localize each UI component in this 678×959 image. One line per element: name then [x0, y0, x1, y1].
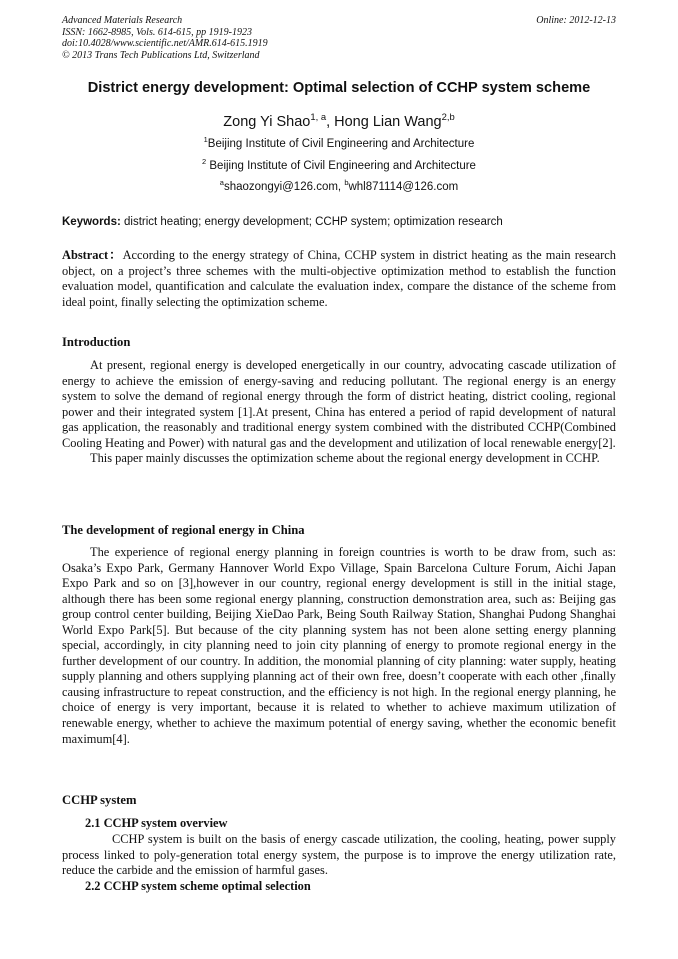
author-2-sup: 2,b	[441, 111, 455, 123]
introduction-body	[62, 358, 616, 467]
cchp-overview-paragraph: CCHP system is built on the basis of energy cascade utilization, the cooling, heating, power supply process linked to poly-generation total energy system, the purpose is to improve the energy utilization rate, reduce the carbide and the emission of harmful gases.	[62, 832, 616, 878]
abstract-text: According to the energy strategy of China, CCHP system in district heating as the main research object, on a project’s three schemes with the multi-objective optimization method to establish the function evaluation model, quantification and calculate the evaluation index, compare the distance of the scheme from ideal point, finally selecting the optimization scheme.	[62, 248, 616, 309]
journal-name: Advanced Materials Research	[62, 15, 183, 26]
author-line	[40, 111, 638, 130]
issn-line: ISSN: 1662-8985, Vols. 614-615, pp 1919-1923	[62, 26, 252, 38]
journal-header	[62, 15, 616, 61]
copyright-line: © 2013 Trans Tech Publications Ltd, Switzerland	[62, 49, 260, 61]
affiliation-2-sup: 2	[202, 157, 207, 167]
email-a-sup: a	[219, 178, 224, 188]
cchp-overview-body	[62, 832, 616, 879]
section-heading-development: The development of regional energy in China	[62, 523, 305, 537]
development-body	[62, 545, 616, 747]
email-b[interactable]: whl871114@126.com	[348, 181, 459, 193]
abstract	[62, 248, 616, 310]
keywords-text: district heating; energy development; CCHP system; optimization research	[120, 216, 503, 228]
subsection-heading-2-1: 2.1 CCHP system overview	[85, 816, 228, 830]
author-1-sup: 1, a	[310, 111, 327, 123]
email-b-sup: b	[344, 178, 349, 188]
author-1-name: Zong Yi Shao	[223, 114, 311, 130]
paper-title: District energy development: Optimal selection of CCHP system scheme	[87, 80, 591, 96]
development-paragraph-1: The experience of regional energy planning in foreign countries is worth to be draw from, such as: Osaka’s Expo Park, Germany Hannover World Expo Village, Spain Barcelona Culture Forum, Aichi Japan Expo Park and so on [3],however in our country, regional energy development is still in the initial stage, although there has been some regional energy planning, construction demonstration area, such as: Beijing gas group control center building, Beijing XieDao Park, Being South Railway Station, Shanghai Pudong Shanghai World Expo Park[5]. But because of the city planning system has not been alone setting energy planning special, accordingly, in city planning need to join city planning of energy to promote regional energy in the further development of our country. In addition, the monomial planning of city planning: water supply, heating supply planning and others supplying planning act of their own free, doesn’t cooperate with each other ,finally causing infrastructure to repeat construction, and the efficiency is not high. In the regional energy planning, he choice of energy is very important, because it is related to whether to achieve maximum utilization of renewable energy, whether to achieve the maximum potential of energy saving, whether the economic benefit maximum[4].	[62, 545, 616, 746]
email-a[interactable]: shaozongyi@126.com,	[223, 181, 345, 193]
keywords-label: Keywords:	[62, 216, 121, 228]
email-line	[40, 178, 638, 193]
affiliation-1	[40, 135, 638, 150]
introduction-paragraph-2: This paper mainly discusses the optimization scheme about the regional energy development in CCHP.	[90, 451, 600, 466]
keywords	[62, 216, 616, 228]
online-date: Online: 2012-12-13	[536, 15, 616, 26]
abstract-label: Abstract：	[62, 248, 123, 262]
subsection-heading-2-2: 2.2 CCHP system scheme optimal selection	[85, 879, 311, 893]
section-heading-cchp: CCHP system	[62, 793, 137, 807]
affiliation-2-text: Beijing Institute of Civil Engineering and Architecture	[206, 160, 476, 172]
section-heading-introduction: Introduction	[62, 335, 131, 349]
affiliation-1-text: Beijing Institute of Civil Engineering and Architecture	[207, 138, 475, 150]
introduction-paragraph-1: At present, regional energy is developed energetically in our country, advocating cascade utilization of energy to achieve the emission of energy-saving and reducing pollutant. The regional energy is an energy system to solve the demand of regional energy through the form of district heating, district cooling, regional power and their integrated system [1].At present, China has entered a period of rapid development of natural gas application, the reasonably and traditional energy system combined with the distributed CCHP(Combined Cooling Heating and Power) with natural gas and the development and utilization of local renewable energy[2].	[62, 358, 616, 450]
affiliation-2	[40, 157, 638, 172]
author-2-name: Hong Lian Wang	[334, 114, 442, 130]
affiliation-1-sup: 1	[203, 135, 208, 145]
doi-line[interactable]: doi:10.4028/www.scientific.net/AMR.614-615.1919	[62, 38, 268, 49]
author-separator: ,	[326, 114, 335, 130]
